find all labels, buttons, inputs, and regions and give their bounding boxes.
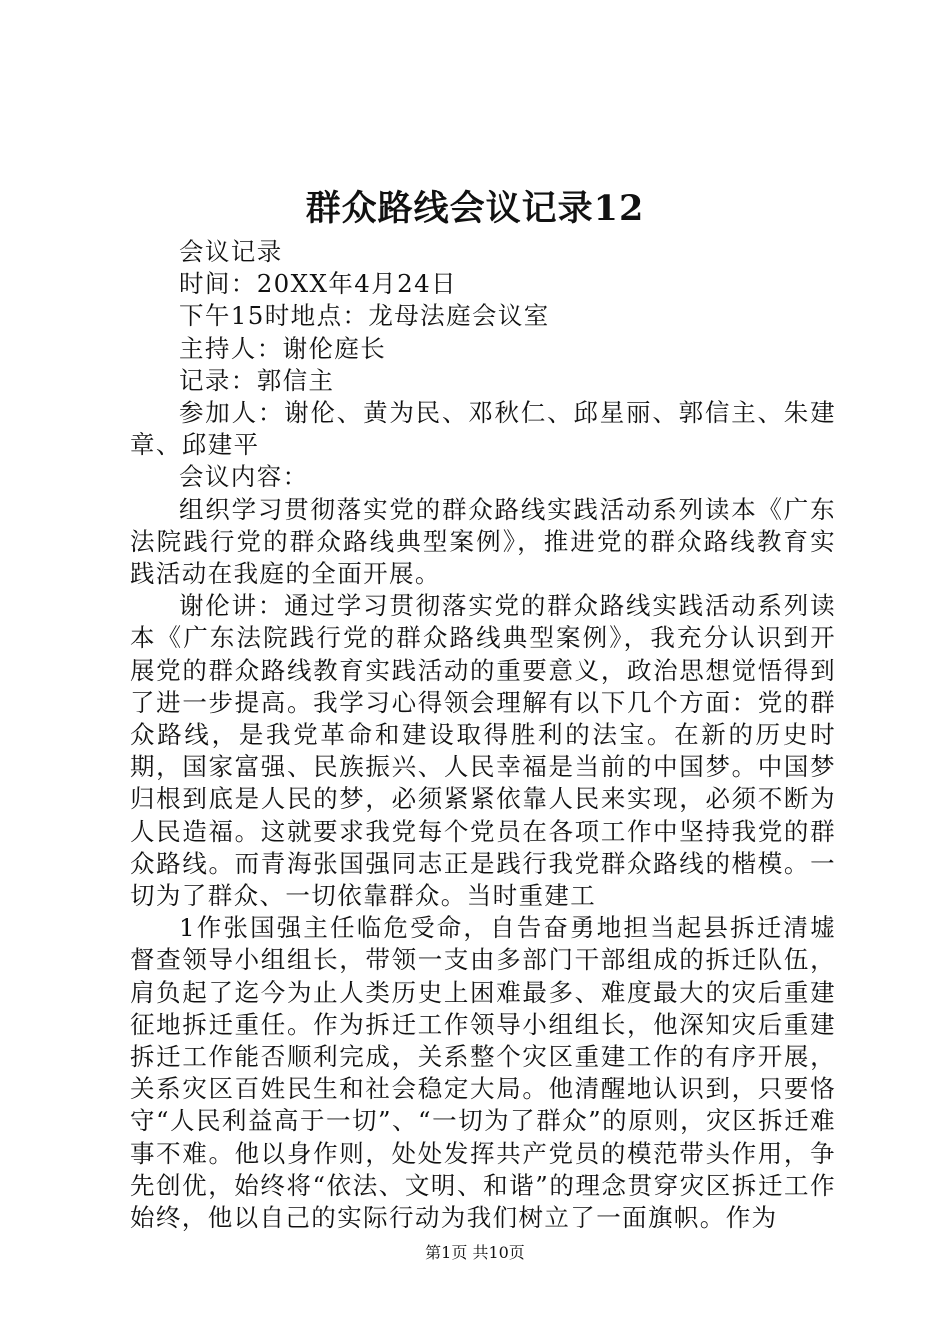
paragraph-attendees: 参加人：谢伦、黄为民、邓秋仁、邱星丽、郭信主、朱建章、邱建平 (130, 398, 836, 460)
paragraph-zhang-guoqiang: 1作张国强主任临危受命，自告奋勇地担当起县拆迁清墟督查领导小组组长，带领一支由多部门干部组成的拆迁队伍，肩负起了迄今为止人类历史上困难最多、难度最大的灾后重建征地拆迁重任。作为拆迁工作领导小组组长，他深知灾后重建拆迁工作能否顺利完成，关系整个灾区重建工作的有序开展，关系灾区百姓民生和社会稳定大局。他清醒地认识到，只要恪守“人民利益高于一切”、“一切为了群众”的原则，灾区拆迁难事不难。他以身作则，处处发挥共产党员的模范带头作用，争先创优，始终将“依法、文明、和谐”的理念贯穿灾区拆迁工作始终，他以自己的实际行动为我们树立了一面旗帜。作为 (130, 913, 836, 1233)
paragraph-study-purpose: 组织学习贯彻落实党的群众路线实践活动系列读本《广东法院践行党的群众路线典型案例》，推进党的群众路线教育实践活动在我庭的全面开展。 (130, 494, 836, 589)
paragraph-host: 主持人：谢伦庭长 (179, 333, 387, 363)
paragraph-speech: 谢伦讲：通过学习贯彻落实党的群众路线实践活动系列读本《广东法院践行党的群众路线典型案例》，我充分认识到开展党的群众路线教育实践活动的重要意义，政治思想觉悟得到了进一步提高。我学习心得领会理解有以下几个方面：党的群众路线，是我党革命和建设取得胜利的法宝。在新的历史时期，国家富强、民族振兴、人民幸福是当前的中国梦。中国梦归根到底是人民的梦，必须紧紧依靠人民来实现，必须不断为人民造福。这就要求我党每个党员在各项工作中坚持我党的群众路线。而青海张国强同志正是践行我党群众路线的楷模。一切为了群众、一切依靠群众。当时重建工 (130, 591, 836, 911)
paragraph-time: 时间：20XX年4月24日 (179, 269, 458, 299)
document-title: 群众路线会议记录12 (305, 188, 645, 229)
document-body (130, 236, 836, 1234)
paragraph-content-heading: 会议内容： (179, 462, 309, 492)
paragraph-location: 下午15时地点：龙母法庭会议室 (179, 301, 550, 331)
page-footer: 第1页 共10页 (425, 1243, 525, 1262)
paragraph-recorder: 记录：郭信主 (179, 365, 335, 395)
paragraph-meeting-record: 会议记录 (179, 237, 283, 266)
